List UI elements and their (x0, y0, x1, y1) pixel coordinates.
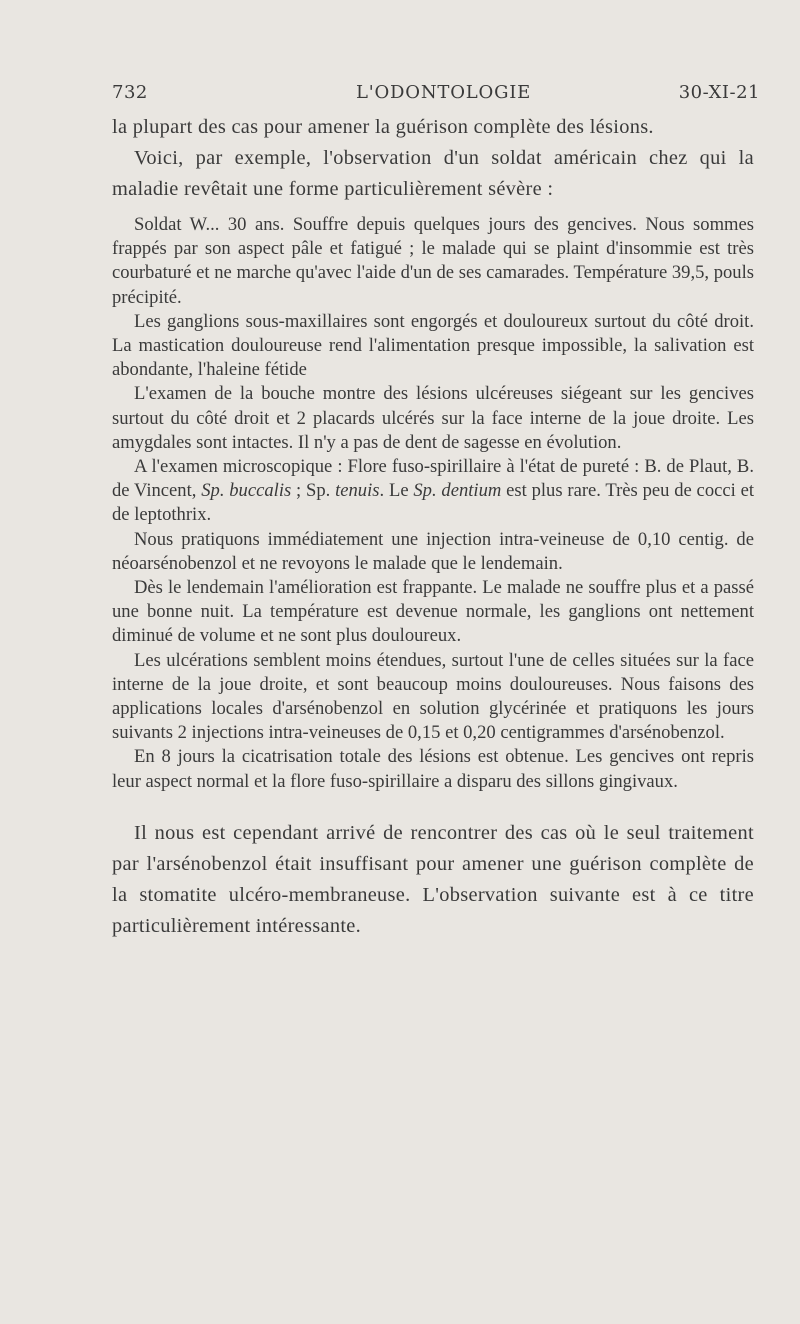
paragraph-4: Les ganglions sous-maxillaires sont engorgés et douloureux surtout du côté droit. La mastication douloureuse rend l'alimentation presque impossible, la salivation est abondante, l'haleine fétide (112, 310, 754, 381)
p6-text-c: ; Sp. (291, 480, 336, 502)
paragraph-3: Soldat W... 30 ans. Souffre depuis quelques jours des gencives. Nous sommes frappés par son aspect pâle et fatigué ; le malade qui se plaint d'insommie est très courbaturé et ne marche qu'avec l'aide d'un de ses camarades. Température 39,5, pouls précipité. (112, 214, 754, 308)
p6-text-e: . Le (379, 480, 414, 502)
paragraph-1: la plupart des cas pour amener la guérison complète des lésions. (112, 116, 654, 138)
paragraph-2: Voici, par exemple, l'observation d'un soldat américain chez qui la maladie revêtait une forme particulièrement sévère : (112, 147, 754, 200)
p6-text-g: est plus rare. Très peu de cocci et de leptothrix. (112, 480, 755, 526)
running-header (112, 82, 760, 112)
journal-title: L'ODONTOLOGIE (356, 82, 532, 103)
issue-date: 30-XI-21 (678, 82, 760, 103)
page-number: 732 (112, 82, 148, 103)
paragraph-11: Il nous est cependant arrivé de rencontrer des cas où le seul traitement par l'arsénobenzol était insuffisant pour amener une guérison complète de la stomatite ulcéro-membraneuse. L'observation suivante est à ce titre particulièrement intéressante. (112, 821, 754, 937)
paragraph-6 (112, 455, 754, 528)
paragraph-10: En 8 jours la cicatrisation totale des lésions est obtenue. Les gencives ont repris leur aspect normal et la flore fuso-spirillaire a disparu des sillons gingivaux. (112, 746, 754, 792)
paragraph-8: Dès le lendemain l'amélioration est frappante. Le malade ne souffre plus et a passé une bonne nuit. La température est devenue normale, les ganglions ont nettement diminué de volume et ne sont plus douloureux. (112, 577, 754, 647)
body-text (112, 112, 754, 942)
p6-species-dentium: Sp. dentium (413, 480, 502, 502)
paragraph-7: Nous pratiquons immédiatement une injection intra-veineuse de 0,10 centig. de néoarsénobenzol et ne revoyons le malade que le lendemain. (112, 528, 754, 574)
paragraph-9: Les ulcérations semblent moins étendues, surtout l'une de celles situées sur la face interne de la joue droite, et sont beaucoup moins douloureuses. Nous faisons des applications locales d'arsénobenzol en solution glycérinée et pratiquons les jours suivants 2 injections intra-veineuses de 0,15 et 0,20 centigrammes d'arsénobenzol. (112, 649, 754, 744)
p6-species-buccalis: Sp. buccalis (201, 480, 292, 502)
paragraph-5: L'examen de la bouche montre des lésions ulcéreuses siégeant sur les gencives surtout du côté droit et 2 placards ulcérés sur la face interne de la joue droite. Les amygdales sont intactes. Il n'y a pas de dent de sagesse en évolution. (112, 383, 754, 453)
p6-species-tenuis: tenuis (335, 480, 380, 502)
p6-text-a: A l'examen microscopique : Flore fuso-spirillaire à l'état de pureté : B. de Plaut, B. de Vincent, (112, 456, 754, 502)
